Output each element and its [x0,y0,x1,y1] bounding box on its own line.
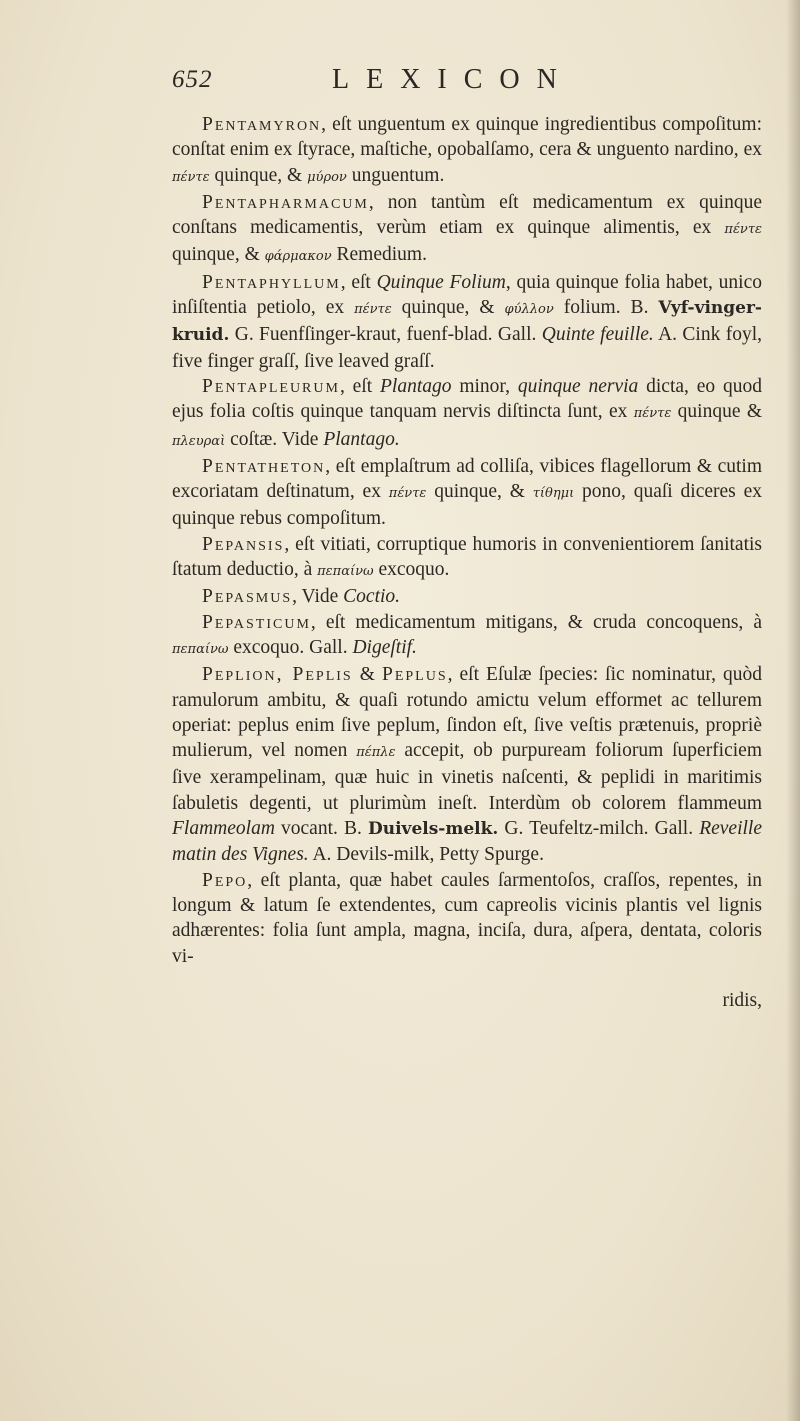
page-edge-shadow [786,0,800,1421]
headword: Pentaphyllum [202,271,341,293]
italic-term: Plantago. [323,428,400,450]
entry-peplion: Peplion, Peplis & Peplus, eſt Eſulæ ſpecies: ſic nominatur, quòd ramulorum ambitu, & quaſi rotundo amictu velum efformet ac tellurem operiat: peplus enim ſive peplum, ſindon eſt, ſive veſtis prætenuis, propriè mulierum, vel nomen πέπλε accepit, ob purpuream foliorum ſuperficiem ſive xerampelinam, quæ huic in vinetis naſcenti, & peplidi in maritimis ſabuletis degenti, ut plurimùm ineſt. Interdùm ob colorem flammeum Flammeolam vocant. B. Duivels-melk. G. Teufeltz-milch. Gall. Reveille matin des Vignes. A. Devils-milk, Petty Spurge. [172,664,762,866]
headword: Pepasticum [202,611,311,633]
italic-term: Coctio. [343,586,401,608]
italic-term: Quinque Folium [376,271,506,293]
entry-pentatheton: Pentatheton, eſt emplaſtrum ad colliſa, vibices flagellorum & cutim excoriatam deſtinatum, ex πέντε quinque, & τίθημι pono, quaſi diceres ex quinque rebus compoſitum. [172,455,762,530]
page-number: 652 [172,66,213,93]
page-header [172,66,622,106]
italic-term: Digeſtif. [352,636,417,658]
greek-word: πέπλε [356,745,396,761]
headword: Pentamyron [202,114,322,135]
headword: Peplion, Peplis [202,664,353,686]
italic-term: Plantago [379,375,452,397]
greek-word: πέντε [633,406,672,422]
entry-pentamyron: Pentamyron, eſt unguentum ex quinque ingredientibus compoſitum: conſtat enim ex ſtyrace, maſtiche, opobalſamo, cera & unguento nardino, ex πέντε quinque, & μύρον unguentum. [172,114,762,186]
blackletter-term: Vyf-vinger-kruid. [172,298,762,346]
greek-word: πέντε [724,222,762,238]
running-head: LEXICON [332,64,574,95]
italic-term: Reveille matin des Vignes. [172,818,762,866]
headword: Pentapharmacum [202,191,369,213]
blackletter-term: Duivels-melk. [368,819,499,840]
entry-pepasticum: Pepasticum, eſt medicamentum mitigans, & cruda concoquens, à πεπαίνω excoquo. Gall. Digeſtif. [172,611,762,658]
greek-word: φύλλον [504,302,554,318]
italic-term: Flammeolam [172,818,275,840]
headword: Pepansis [202,533,285,555]
greek-word: πλευραὶ [172,433,226,449]
greek-word: πέντε [172,169,210,185]
greek-word: πεπαίνω [172,641,229,657]
greek-word: τίθημι [532,486,575,502]
greek-word: πεπαίνω [317,564,374,580]
italic-term: quinque nervia [517,375,639,397]
entry-pepo: Pepo, eſt planta, quæ habet caules ſarmentoſos, craſſos, repentes, in longum & latum ſe extendentes, cum capreolis vicinis plantis vel lignis adhærentes: folia ſunt ampla, magna, inciſa, dura, aſpera, dentata, coloris vi- [172,869,762,967]
italic-term: Quinte feuille. [541,324,654,346]
greek-word: μύρον [307,169,347,185]
headword: Pentatheton [202,455,326,477]
entry-pentapleurum: Pentapleurum, eſt Plantago minor, quinque nervia dicta, eo quod ejus folia coſtis quinque tanquam nervis diſtincta ſunt, ex πέντε quinque & πλευραὶ coſtæ. Vide Plantago. [172,375,762,450]
entry-pepansis: Pepansis, eſt vitiati, corruptique humoris in convenientiorem ſanitatis ſtatum deductio, à πεπαίνω excoquo. [172,533,762,581]
headword: Pepasmus [202,586,293,608]
headword: Pentapleurum [202,375,340,397]
headword: Peplus [381,664,448,686]
catchword: ridis, [722,990,762,1012]
entry-pentaphyllum: Pentaphyllum, eſt Quinque Folium, quia quinque folia habet, unico inſiſtentia petiolo, ex πέντε quinque, & φύλλον folium. B. Vyf-vinger-kruid. G. Fuenfſinger-kraut, fuenf-blad. Gall. Quinte feuille. A. Cink foyl, five finger graſſ, ſive leaved graſſ. [172,271,763,372]
dictionary-text [172,112,762,1033]
entry-pepasmus: Pepasmus, Vide Coctio. [202,586,401,608]
headword: Pepo [202,869,248,891]
greek-word: πέντε [388,486,427,502]
greek-word: φάρμακον [264,249,332,265]
greek-word: πέντε [354,302,392,318]
entry-pentapharmacum: Pentapharmacum, non tantùm eſt medicamentum ex quinque conſtans medicamentis, verùm etiam ex quinque alimentis, ex πέντε quinque, & φάρμακον Remedium. [172,191,762,266]
